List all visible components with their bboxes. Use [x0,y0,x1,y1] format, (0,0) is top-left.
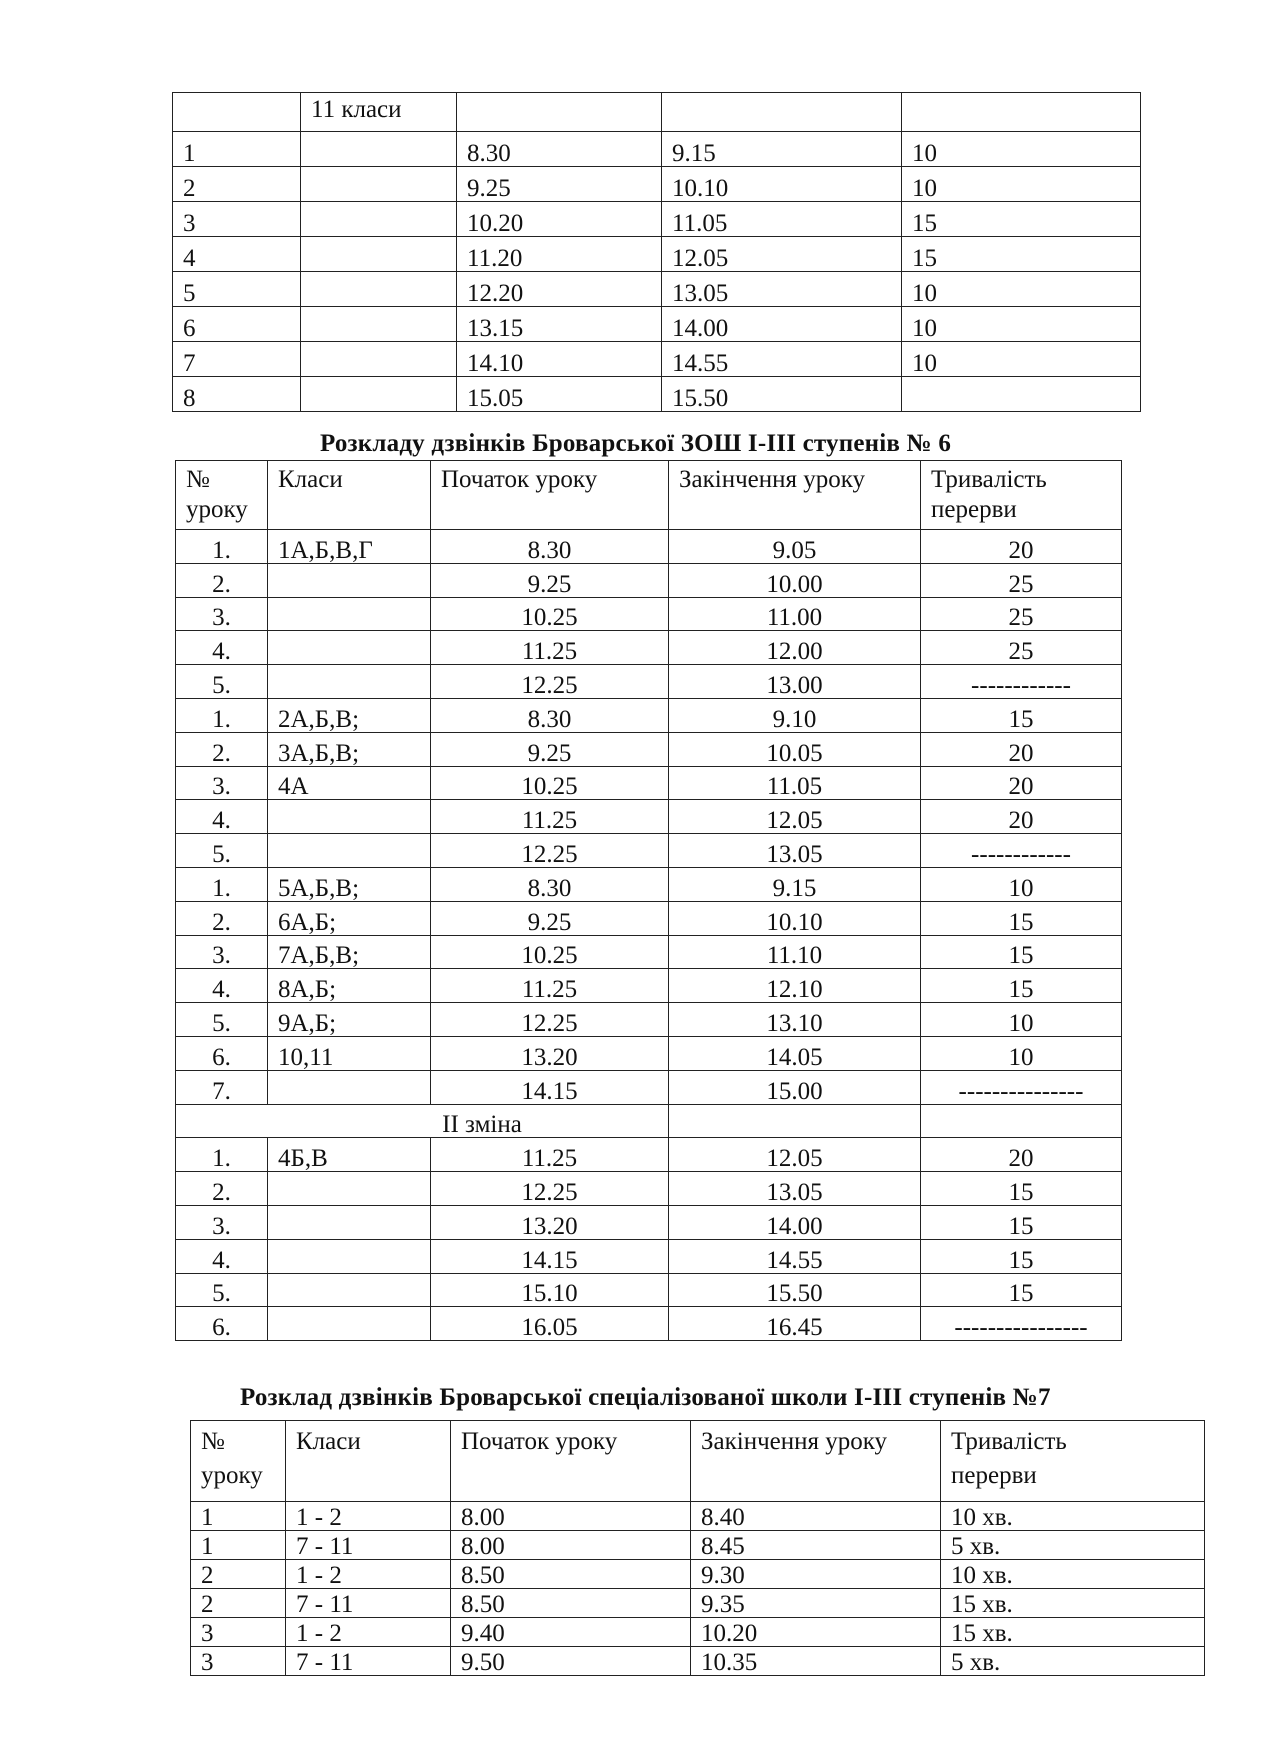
lesson-number-cell: 2 [173,167,301,202]
header-cell: Тривалість перерви [921,461,1122,530]
lesson-number-cell: 1. [176,1138,268,1172]
start-time-cell: 14.15 [431,1070,669,1104]
start-time-cell: 14.10 [457,342,662,377]
table-row [191,1618,1205,1647]
start-time-cell: 8.50 [451,1589,691,1618]
end-time-cell: 9.35 [691,1589,941,1618]
lesson-number-cell: 1 [173,132,301,167]
start-time-cell: 9.25 [431,901,669,935]
classes-cell [268,631,431,665]
table-row [176,1172,1122,1206]
end-time-cell: 8.45 [691,1531,941,1560]
table-row [176,834,1122,868]
classes-cell [268,834,431,868]
start-time-cell: 12.25 [431,665,669,699]
table-row [173,342,1141,377]
lesson-number-cell: 6. [176,1307,268,1341]
break-duration-cell: 10 [921,1003,1122,1037]
start-time-cell: 11.20 [457,237,662,272]
lesson-number-cell: 2. [176,1172,268,1206]
table-row [191,1647,1205,1676]
break-duration-cell [902,377,1141,412]
break-duration-cell: 15 [921,1172,1122,1206]
end-time-cell: 10.20 [691,1618,941,1647]
break-duration-cell: 15 хв. [941,1618,1205,1647]
start-time-cell: 14.15 [431,1239,669,1273]
end-time-cell: 14.55 [669,1239,921,1273]
start-time-cell: 15.05 [457,377,662,412]
end-time-cell: 14.05 [669,1036,921,1070]
end-time-cell: 13.05 [669,1172,921,1206]
table-row [176,631,1122,665]
end-time-cell: 9.30 [691,1560,941,1589]
table-row [176,867,1122,901]
lesson-number-cell: 1. [176,530,268,564]
start-time-cell: 11.25 [431,631,669,665]
lesson-number-cell: 6. [176,1036,268,1070]
classes-cell [301,167,457,202]
table-row [176,698,1122,732]
start-time-cell: 12.25 [431,834,669,868]
classes-cell: 7 - 11 [286,1531,451,1560]
table-row [173,377,1141,412]
lesson-number-cell: 2. [176,563,268,597]
break-duration-cell: 15 [921,969,1122,1003]
break-duration-cell: 15 [921,1273,1122,1307]
table-header-row [191,1421,1205,1502]
classes-cell [301,307,457,342]
classes-cell [268,1070,431,1104]
start-time-cell: 10.25 [431,935,669,969]
table-row [176,1273,1122,1307]
header-cell [457,93,662,132]
header-cell: Класи [268,461,431,530]
start-time-cell: 11.25 [431,800,669,834]
lesson-number-cell: 7 [173,342,301,377]
lesson-number-cell: 5. [176,665,268,699]
end-time-cell: 13.05 [662,272,902,307]
table-row [173,202,1141,237]
start-time-cell: 10.25 [431,766,669,800]
break-duration-cell: 10 [902,272,1141,307]
table-row [191,1502,1205,1531]
classes-cell [268,800,431,834]
end-time-cell: 10.10 [669,901,921,935]
lesson-number-cell: 6 [173,307,301,342]
header-cell: 11 класи [301,93,457,132]
lesson-number-cell: 1 [191,1531,286,1560]
header-cell [662,93,902,132]
break-duration-cell: 10 хв. [941,1560,1205,1589]
end-time-cell: 11.05 [662,202,902,237]
classes-cell [301,132,457,167]
schedule-table-11-grade [172,92,1141,412]
header-cell: № уроку [191,1421,286,1502]
break-duration-cell: --------------- [921,1070,1122,1104]
end-time-cell: 15.50 [669,1273,921,1307]
table-row [176,800,1122,834]
classes-cell: 6А,Б; [268,901,431,935]
lesson-number-cell: 4. [176,631,268,665]
header-cell: Початок уроку [431,461,669,530]
table-row [191,1531,1205,1560]
shift-2-label: ІІ зміна [176,1104,669,1138]
shift-2-row [176,1104,1122,1138]
break-duration-cell: 20 [921,732,1122,766]
table-row [176,732,1122,766]
start-time-cell: 8.50 [451,1560,691,1589]
lesson-number-cell: 5. [176,1273,268,1307]
start-time-cell: 13.15 [457,307,662,342]
table-row [176,597,1122,631]
table-row [176,766,1122,800]
classes-cell: 3А,Б,В; [268,732,431,766]
lesson-number-cell: 1. [176,698,268,732]
lesson-number-cell: 2. [176,901,268,935]
end-time-cell: 14.00 [669,1205,921,1239]
classes-cell: 9А,Б; [268,1003,431,1037]
end-time-cell: 13.05 [669,834,921,868]
classes-cell: 7 - 11 [286,1647,451,1676]
header-cell: Класи [286,1421,451,1502]
start-time-cell: 13.20 [431,1036,669,1070]
break-duration-cell: 20 [921,1138,1122,1172]
table-header-row [173,93,1141,132]
break-duration-cell: 15 [902,202,1141,237]
lesson-number-cell: 4. [176,1239,268,1273]
table-row [191,1560,1205,1589]
classes-cell [268,1307,431,1341]
break-duration-cell: 20 [921,530,1122,564]
table-row [173,167,1141,202]
lesson-number-cell: 3. [176,597,268,631]
break-duration-cell: ---------------- [921,1307,1122,1341]
classes-cell: 1 - 2 [286,1560,451,1589]
end-time-cell: 13.10 [669,1003,921,1037]
lesson-number-cell: 1. [176,867,268,901]
lesson-number-cell: 3. [176,766,268,800]
lesson-number-cell: 2 [191,1589,286,1618]
lesson-number-cell: 3. [176,935,268,969]
start-time-cell: 8.30 [457,132,662,167]
end-time-cell: 14.00 [662,307,902,342]
break-duration-cell: 10 хв. [941,1502,1205,1531]
start-time-cell: 9.40 [451,1618,691,1647]
break-duration-cell: 10 [921,867,1122,901]
school-6-schedule-table [175,460,1122,1341]
break-duration-cell: 20 [921,800,1122,834]
break-duration-cell: 5 хв. [941,1647,1205,1676]
classes-cell [301,342,457,377]
table-row [176,563,1122,597]
break-duration-cell: 15 [921,1239,1122,1273]
start-time-cell: 11.25 [431,1138,669,1172]
start-time-cell: 12.25 [431,1172,669,1206]
lesson-number-cell: 5. [176,834,268,868]
table-header-row [176,461,1122,530]
start-time-cell: 8.00 [451,1531,691,1560]
end-time-cell: 11.00 [669,597,921,631]
school-6-schedule-title: Розкладу дзвінків Броварської ЗОШ І-ІІІ ступенів № 6 [320,430,952,457]
end-time-cell: 12.05 [669,1138,921,1172]
classes-cell: 1 - 2 [286,1502,451,1531]
start-time-cell: 12.20 [457,272,662,307]
start-time-cell: 16.05 [431,1307,669,1341]
lesson-number-cell: 3 [173,202,301,237]
lesson-number-cell: 3 [191,1618,286,1647]
classes-cell: 2А,Б,В; [268,698,431,732]
start-time-cell: 9.25 [457,167,662,202]
table-row [176,935,1122,969]
header-cell: Закінчення уроку [669,461,921,530]
classes-cell [268,1205,431,1239]
end-time-cell: 11.10 [669,935,921,969]
classes-cell [268,1239,431,1273]
break-duration-cell: ------------ [921,834,1122,868]
classes-cell [268,1273,431,1307]
table-row [176,1036,1122,1070]
end-time-cell: 12.10 [669,969,921,1003]
end-time-cell: 12.05 [662,237,902,272]
classes-cell [301,377,457,412]
end-time-cell: 9.10 [669,698,921,732]
lesson-number-cell: 3. [176,1205,268,1239]
end-time-cell: 10.05 [669,732,921,766]
table-row [176,901,1122,935]
header-cell [902,93,1141,132]
end-time-cell: 14.55 [662,342,902,377]
break-duration-cell: 10 [902,132,1141,167]
lesson-number-cell: 5. [176,1003,268,1037]
start-time-cell: 10.20 [457,202,662,237]
lesson-number-cell: 5 [173,272,301,307]
classes-cell: 4А [268,766,431,800]
end-time-cell: 10.35 [691,1647,941,1676]
lesson-number-cell: 3 [191,1647,286,1676]
header-cell: № уроку [176,461,268,530]
break-duration-cell: 15 [921,698,1122,732]
end-time-cell: 10.10 [662,167,902,202]
classes-cell [301,272,457,307]
lesson-number-cell: 4. [176,800,268,834]
header-cell: Тривалість перерви [941,1421,1205,1502]
break-duration-cell: 10 [902,167,1141,202]
start-time-cell: 8.00 [451,1502,691,1531]
classes-cell: 1 - 2 [286,1618,451,1647]
lesson-number-cell: 4 [173,237,301,272]
classes-cell: 10,11 [268,1036,431,1070]
school-7-schedule-title: Розклад дзвінків Броварської спеціалізованої школи І-ІІІ ступенів №7 [240,1384,1051,1411]
classes-cell [268,563,431,597]
start-time-cell: 12.25 [431,1003,669,1037]
start-time-cell: 9.25 [431,563,669,597]
header-cell: Закінчення уроку [691,1421,941,1502]
header-cell [173,93,301,132]
classes-cell [268,1172,431,1206]
break-duration-cell: 10 [902,342,1141,377]
table-row [176,1070,1122,1104]
classes-cell [301,202,457,237]
lesson-number-cell: 1 [191,1502,286,1531]
break-duration-cell: 15 [921,935,1122,969]
break-duration-cell: 25 [921,631,1122,665]
break-duration-cell: 10 [921,1036,1122,1070]
header-cell: Початок уроку [451,1421,691,1502]
classes-cell [268,597,431,631]
table-row [176,665,1122,699]
lesson-number-cell: 4. [176,969,268,1003]
start-time-cell: 8.30 [431,530,669,564]
table-row [176,1239,1122,1273]
empty-cell [921,1104,1122,1138]
end-time-cell: 10.00 [669,563,921,597]
table-row [176,1205,1122,1239]
table-row [173,237,1141,272]
start-time-cell: 8.30 [431,867,669,901]
end-time-cell: 9.15 [669,867,921,901]
break-duration-cell: 25 [921,563,1122,597]
school-7-schedule-table [190,1420,1205,1676]
break-duration-cell: 5 хв. [941,1531,1205,1560]
start-time-cell: 10.25 [431,597,669,631]
end-time-cell: 15.00 [669,1070,921,1104]
break-duration-cell: 15 [921,901,1122,935]
break-duration-cell: ------------ [921,665,1122,699]
start-time-cell: 9.25 [431,732,669,766]
table-row [173,307,1141,342]
classes-cell [268,665,431,699]
table-row [176,530,1122,564]
empty-cell [669,1104,921,1138]
table-row [173,132,1141,167]
lesson-number-cell: 2 [191,1560,286,1589]
break-duration-cell: 10 [902,307,1141,342]
table-row [191,1589,1205,1618]
classes-cell: 8А,Б; [268,969,431,1003]
table-row [176,1307,1122,1341]
table-row [173,272,1141,307]
classes-cell: 7 - 11 [286,1589,451,1618]
classes-cell: 5А,Б,В; [268,867,431,901]
end-time-cell: 9.05 [669,530,921,564]
classes-cell: 7А,Б,В; [268,935,431,969]
start-time-cell: 8.30 [431,698,669,732]
break-duration-cell: 15 [902,237,1141,272]
table-row [176,969,1122,1003]
end-time-cell: 15.50 [662,377,902,412]
break-duration-cell: 20 [921,766,1122,800]
break-duration-cell: 15 [921,1205,1122,1239]
end-time-cell: 9.15 [662,132,902,167]
end-time-cell: 16.45 [669,1307,921,1341]
break-duration-cell: 25 [921,597,1122,631]
table-row [176,1138,1122,1172]
classes-cell [301,237,457,272]
classes-cell: 4Б,В [268,1138,431,1172]
table-row [176,1003,1122,1037]
start-time-cell: 9.50 [451,1647,691,1676]
start-time-cell: 11.25 [431,969,669,1003]
lesson-number-cell: 8 [173,377,301,412]
end-time-cell: 11.05 [669,766,921,800]
end-time-cell: 12.05 [669,800,921,834]
break-duration-cell: 15 хв. [941,1589,1205,1618]
end-time-cell: 12.00 [669,631,921,665]
lesson-number-cell: 2. [176,732,268,766]
classes-cell: 1А,Б,В,Г [268,530,431,564]
end-time-cell: 8.40 [691,1502,941,1531]
end-time-cell: 13.00 [669,665,921,699]
lesson-number-cell: 7. [176,1070,268,1104]
start-time-cell: 15.10 [431,1273,669,1307]
start-time-cell: 13.20 [431,1205,669,1239]
